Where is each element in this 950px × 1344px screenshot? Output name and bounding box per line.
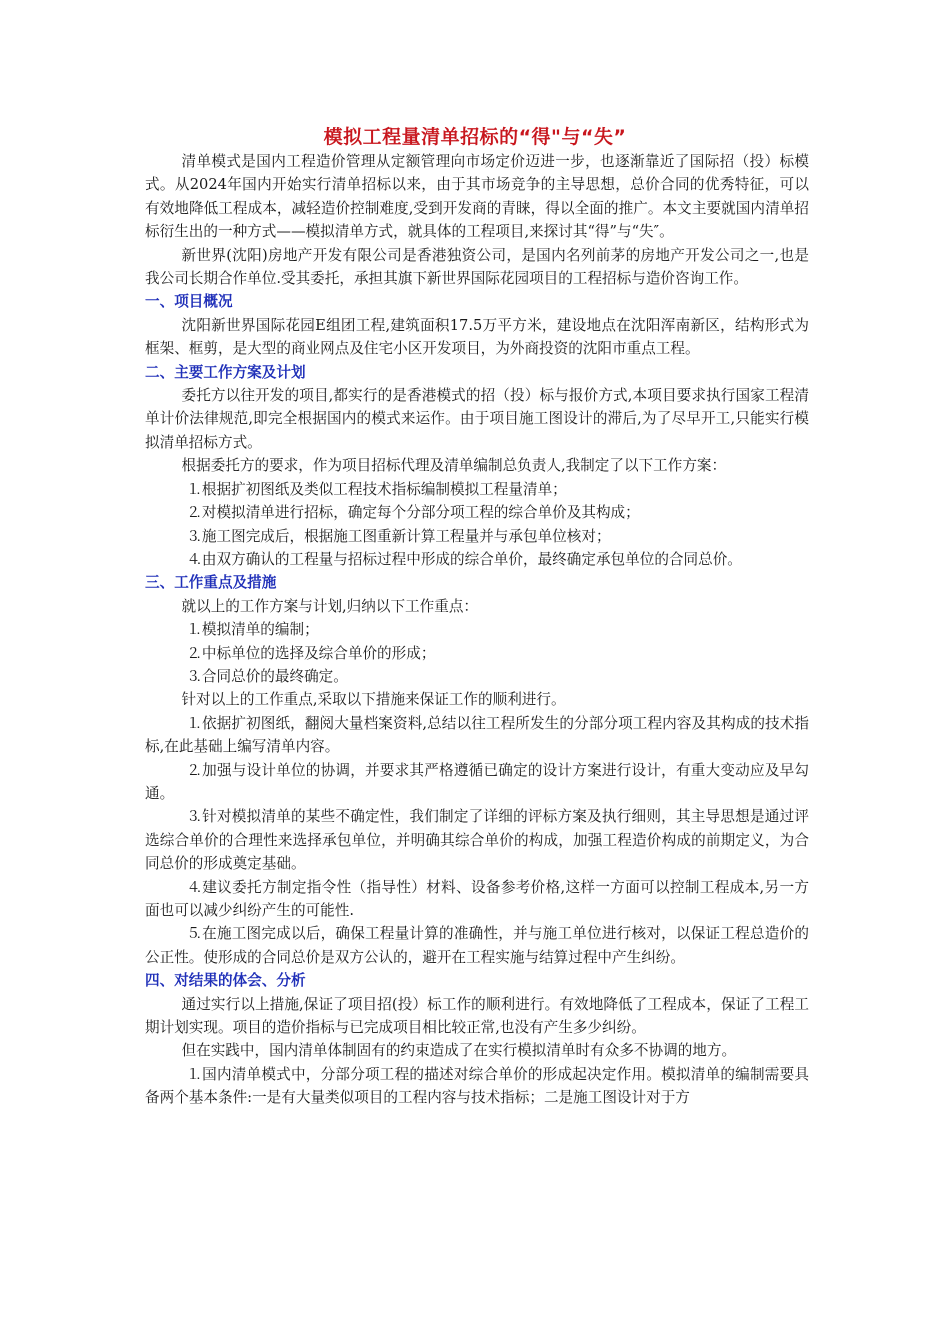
measure-item: ⒋建议委托方制定指令性（指导性）材料、设备参考价格,这样一方面可以控制工程成本,另一方面也可以减少纠纷产生的可能性.	[145, 878, 809, 919]
plan-list-item: ⒉对模拟清单进行招标，确定每个分部分项工程的综合单价及其构成；	[187, 504, 640, 522]
measure-item: ⒉加强与设计单位的协调，并要求其严格遵循已确定的设计方案进行设计，有重大变动应及早勾通。	[145, 761, 809, 802]
overview-paragraph: 沈阳新世界国际花园E组团工程,建筑面积17.5万平方米，建设地点在沈阳浑南新区，结构形式为框架、框剪，是大型的商业网点及住宅小区开发项目，为外商投资的沈阳市重点工程。	[145, 316, 809, 358]
analysis-paragraph-2: 但在实践中，国内清单体制固有的约束造成了在实行模拟清单时有众多不协调的地方。	[181, 1042, 737, 1060]
measure-item: ⒌在施工图完成以后，确保工程量计算的准确性，并与施工单位进行核对，以保证工程总造价的公正性。使形成的合同总价是双方公认的，避开在工程实施与结算过程中产生纠纷。	[145, 925, 809, 966]
intro-paragraph-2: 新世界(沈阳)房地产开发有限公司是香港独资公司，是国内名列前茅的房地产开发公司之一,也是我公司长期合作单位.受其委托，承担其旗下新世界国际花园项目的工程招标与造价咨询工作。	[145, 246, 809, 288]
analysis-list-item: ⒈国内清单模式中，分部分项工程的描述对综合单价的形成起决定作用。模拟清单的编制需要具备两个基本条件:一是有大量类似项目的工程内容与技术指标；二是施工图设计对于方	[145, 1065, 809, 1107]
plan-list-item: ⒋由双方确认的工程量与招标过程中形成的综合单价，最终确定承包单位的合同总价。	[187, 550, 742, 568]
document-title: 模拟工程量清单招标的“得"与“失”	[323, 126, 627, 148]
measure-item: ⒊针对模拟清单的某些不确定性，我们制定了详细的评标方案及执行细则，其主导思想是通过评选综合单价的合理性来选择承包单位，并明确其综合单价的构成，加强工程造价构成的前期定义，为合同总价的形成奠定基础。	[145, 808, 809, 873]
document-body	[145, 150, 809, 1110]
measure-item: ⒈依据扩初图纸，翻阅大量档案资料,总结以往工程所发生的分部分项工程内容及其构成的技术指标,在此基础上编写清单内容。	[145, 714, 809, 756]
plan-list-item: ⒊施工图完成后，根据施工图重新计算工程量并与承包单位核对；	[187, 527, 611, 545]
measures-paragraph-2: 针对以上的工作重点,采取以下措施来保证工作的顺利进行。	[181, 691, 566, 709]
section-heading-measures: 三、工作重点及措施	[145, 574, 277, 592]
section-heading-overview: 一、项目概况	[145, 293, 233, 311]
section-heading-analysis: 四、对结果的体会、分析	[145, 972, 306, 990]
analysis-paragraph-1: 通过实行以上措施,保证了项目招(投）标工作的顺利进行。有效地降低了工程成本，保证了工程工期计划实现。项目的造价指标与已完成项目相比较正常,也没有产生多少纠纷。	[145, 995, 809, 1037]
focus-list-item: ⒉中标单位的选择及综合单价的形成；	[187, 644, 436, 662]
measures-paragraph-1: 就以上的工作方案与计划,归纳以下工作重点：	[181, 597, 479, 615]
plan-paragraph-2: 根据委托方的要求，作为项目招标代理及清单编制总负责人,我制定了以下工作方案：	[181, 457, 727, 475]
focus-list-item: ⒊合同总价的最终确定。	[187, 667, 348, 685]
plan-paragraph-1: 委托方以往开发的项目,都实行的是香港模式的招（投）标与报价方式,本项目要求执行国家工程清单计价法律规范,即完全根据国内的模式来运作。由于项目施工图设计的滞后,为了尽早开工,只能实行模拟清单招标方式。	[145, 387, 809, 451]
plan-list-item: ⒈根据扩初图纸及类似工程技术指标编制模拟工程量清单；	[187, 480, 567, 498]
intro-paragraph-1: 清单模式是国内工程造价管理从定额管理向市场定价迈进一步，也逐渐靠近了国际招（投）标模式。从2024年国内开始实行清单招标以来，由于其市场竞争的主导思想，总价合同的优秀特征，可以有效地降低工程成本，减轻造价控制难度,受到开发商的青睐，得以全面的推广。本文主要就国内清单招标衍生出的一种方式——模拟清单方式，就具体的工程项目,来探讨其“得”与“失″。	[145, 153, 809, 241]
focus-list-item: ⒈模拟清单的编制；	[187, 621, 319, 639]
section-heading-plan: 二、主要工作方案及计划	[145, 363, 306, 381]
